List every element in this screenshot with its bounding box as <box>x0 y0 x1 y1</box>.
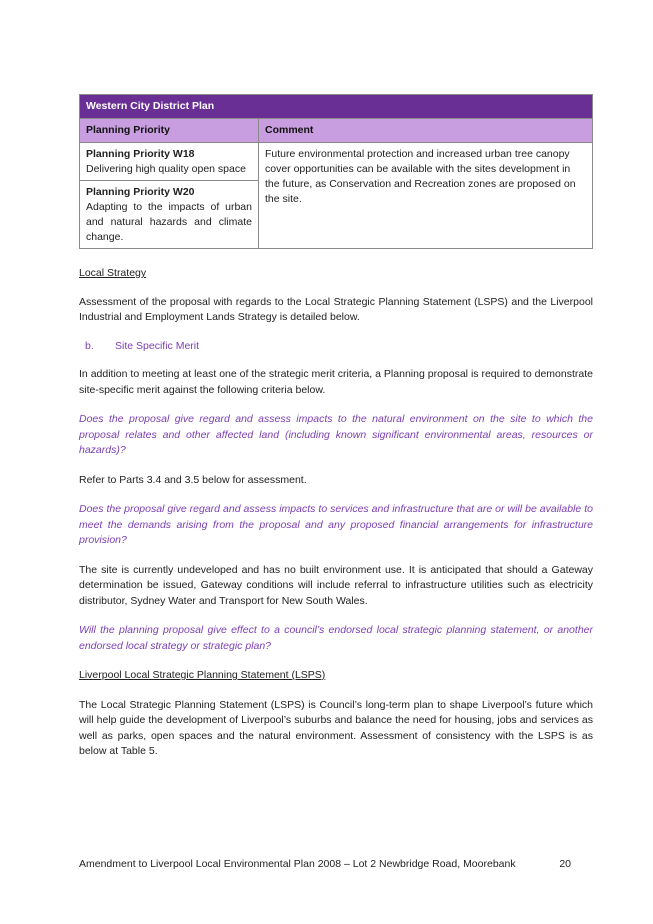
table-row <box>80 143 593 181</box>
footer-text: Amendment to Liverpool Local Environmental Plan 2008 – Lot 2 Newbridge Road, Moorebank <box>79 858 516 870</box>
section-title: Site Specific Merit <box>115 339 200 352</box>
criteria-answer-services: The site is currently undeveloped and has no built environment use. It is anticipated that should a Gateway determination be issued, Gateway conditions will include referral to infrastructure utilities such as electricity distributor, Sydney Water and Transport for New South Wales. <box>79 563 593 607</box>
table-title: Western City District Plan <box>80 95 593 119</box>
criteria-question-natural-environment: Does the proposal give regard and assess impacts to the natural environment on the site to which the proposal relates and other affected land (including known significant environmental areas, resources or hazards)? <box>79 413 593 456</box>
page-number: 20 <box>559 858 571 870</box>
table-header-row <box>80 119 593 143</box>
document-page <box>79 94 593 760</box>
planning-priority-title: Planning Priority W20 <box>86 186 195 198</box>
criteria-answer-natural-environment: Refer to Parts 3.4 and 3.5 below for assessment. <box>79 473 307 486</box>
planning-priority-cell <box>80 181 259 249</box>
column-header-comment: Comment <box>259 119 593 143</box>
planning-priority-title: Planning Priority W18 <box>86 148 195 160</box>
column-header-planning-priority: Planning Priority <box>80 119 259 143</box>
section-number: b. <box>85 339 94 352</box>
lsps-heading: Liverpool Local Strategic Planning Statement (LSPS) <box>79 669 326 681</box>
table-title-row <box>80 95 593 119</box>
comment-cell: Future environmental protection and increased urban tree canopy cover opportunities can be available with the sites development in the future, as Conservation and Recreation zones are proposed on the site. <box>259 143 593 249</box>
planning-priority-desc: Delivering high quality open space <box>86 163 246 175</box>
planning-priority-cell <box>80 143 259 181</box>
site-specific-merit-heading <box>79 339 593 355</box>
local-strategy-heading: Local Strategy <box>79 267 147 279</box>
district-plan-table <box>79 94 593 249</box>
local-strategy-paragraph: Assessment of the proposal with regards to the Local Strategic Planning Statement (LSPS) and the Liverpool Industrial and Employment Lands Strategy is detailed below. <box>79 295 593 323</box>
criteria-question-services: Does the proposal give regard and assess impacts to services and infrastructure that are or will be available to meet the demands arising from the proposal and any proposed financial arrangements for infrastructure provision? <box>79 503 593 546</box>
criteria-question-lsps: Will the planning proposal give effect to a council’s endorsed local strategic planning statement, or another endorsed local strategy or strategic plan? <box>79 624 593 652</box>
lsps-paragraph: The Local Strategic Planning Statement (LSPS) is Council’s long-term plan to shape Liverpool’s future which will help guide the development of Liverpool’s suburbs and balance the need for housing, jobs and services as well as parks, open spaces and the natural environment. Assessment of consistency with the LSPS is as below at Table 5. <box>79 698 593 757</box>
site-merit-intro: In addition to meeting at least one of the strategic merit criteria, a Planning proposal is required to demonstrate site-specific merit against the following criteria below. <box>79 368 593 396</box>
planning-priority-desc: Adapting to the impacts of urban and natural hazards and climate change. <box>86 201 252 243</box>
page-footer <box>79 858 593 870</box>
